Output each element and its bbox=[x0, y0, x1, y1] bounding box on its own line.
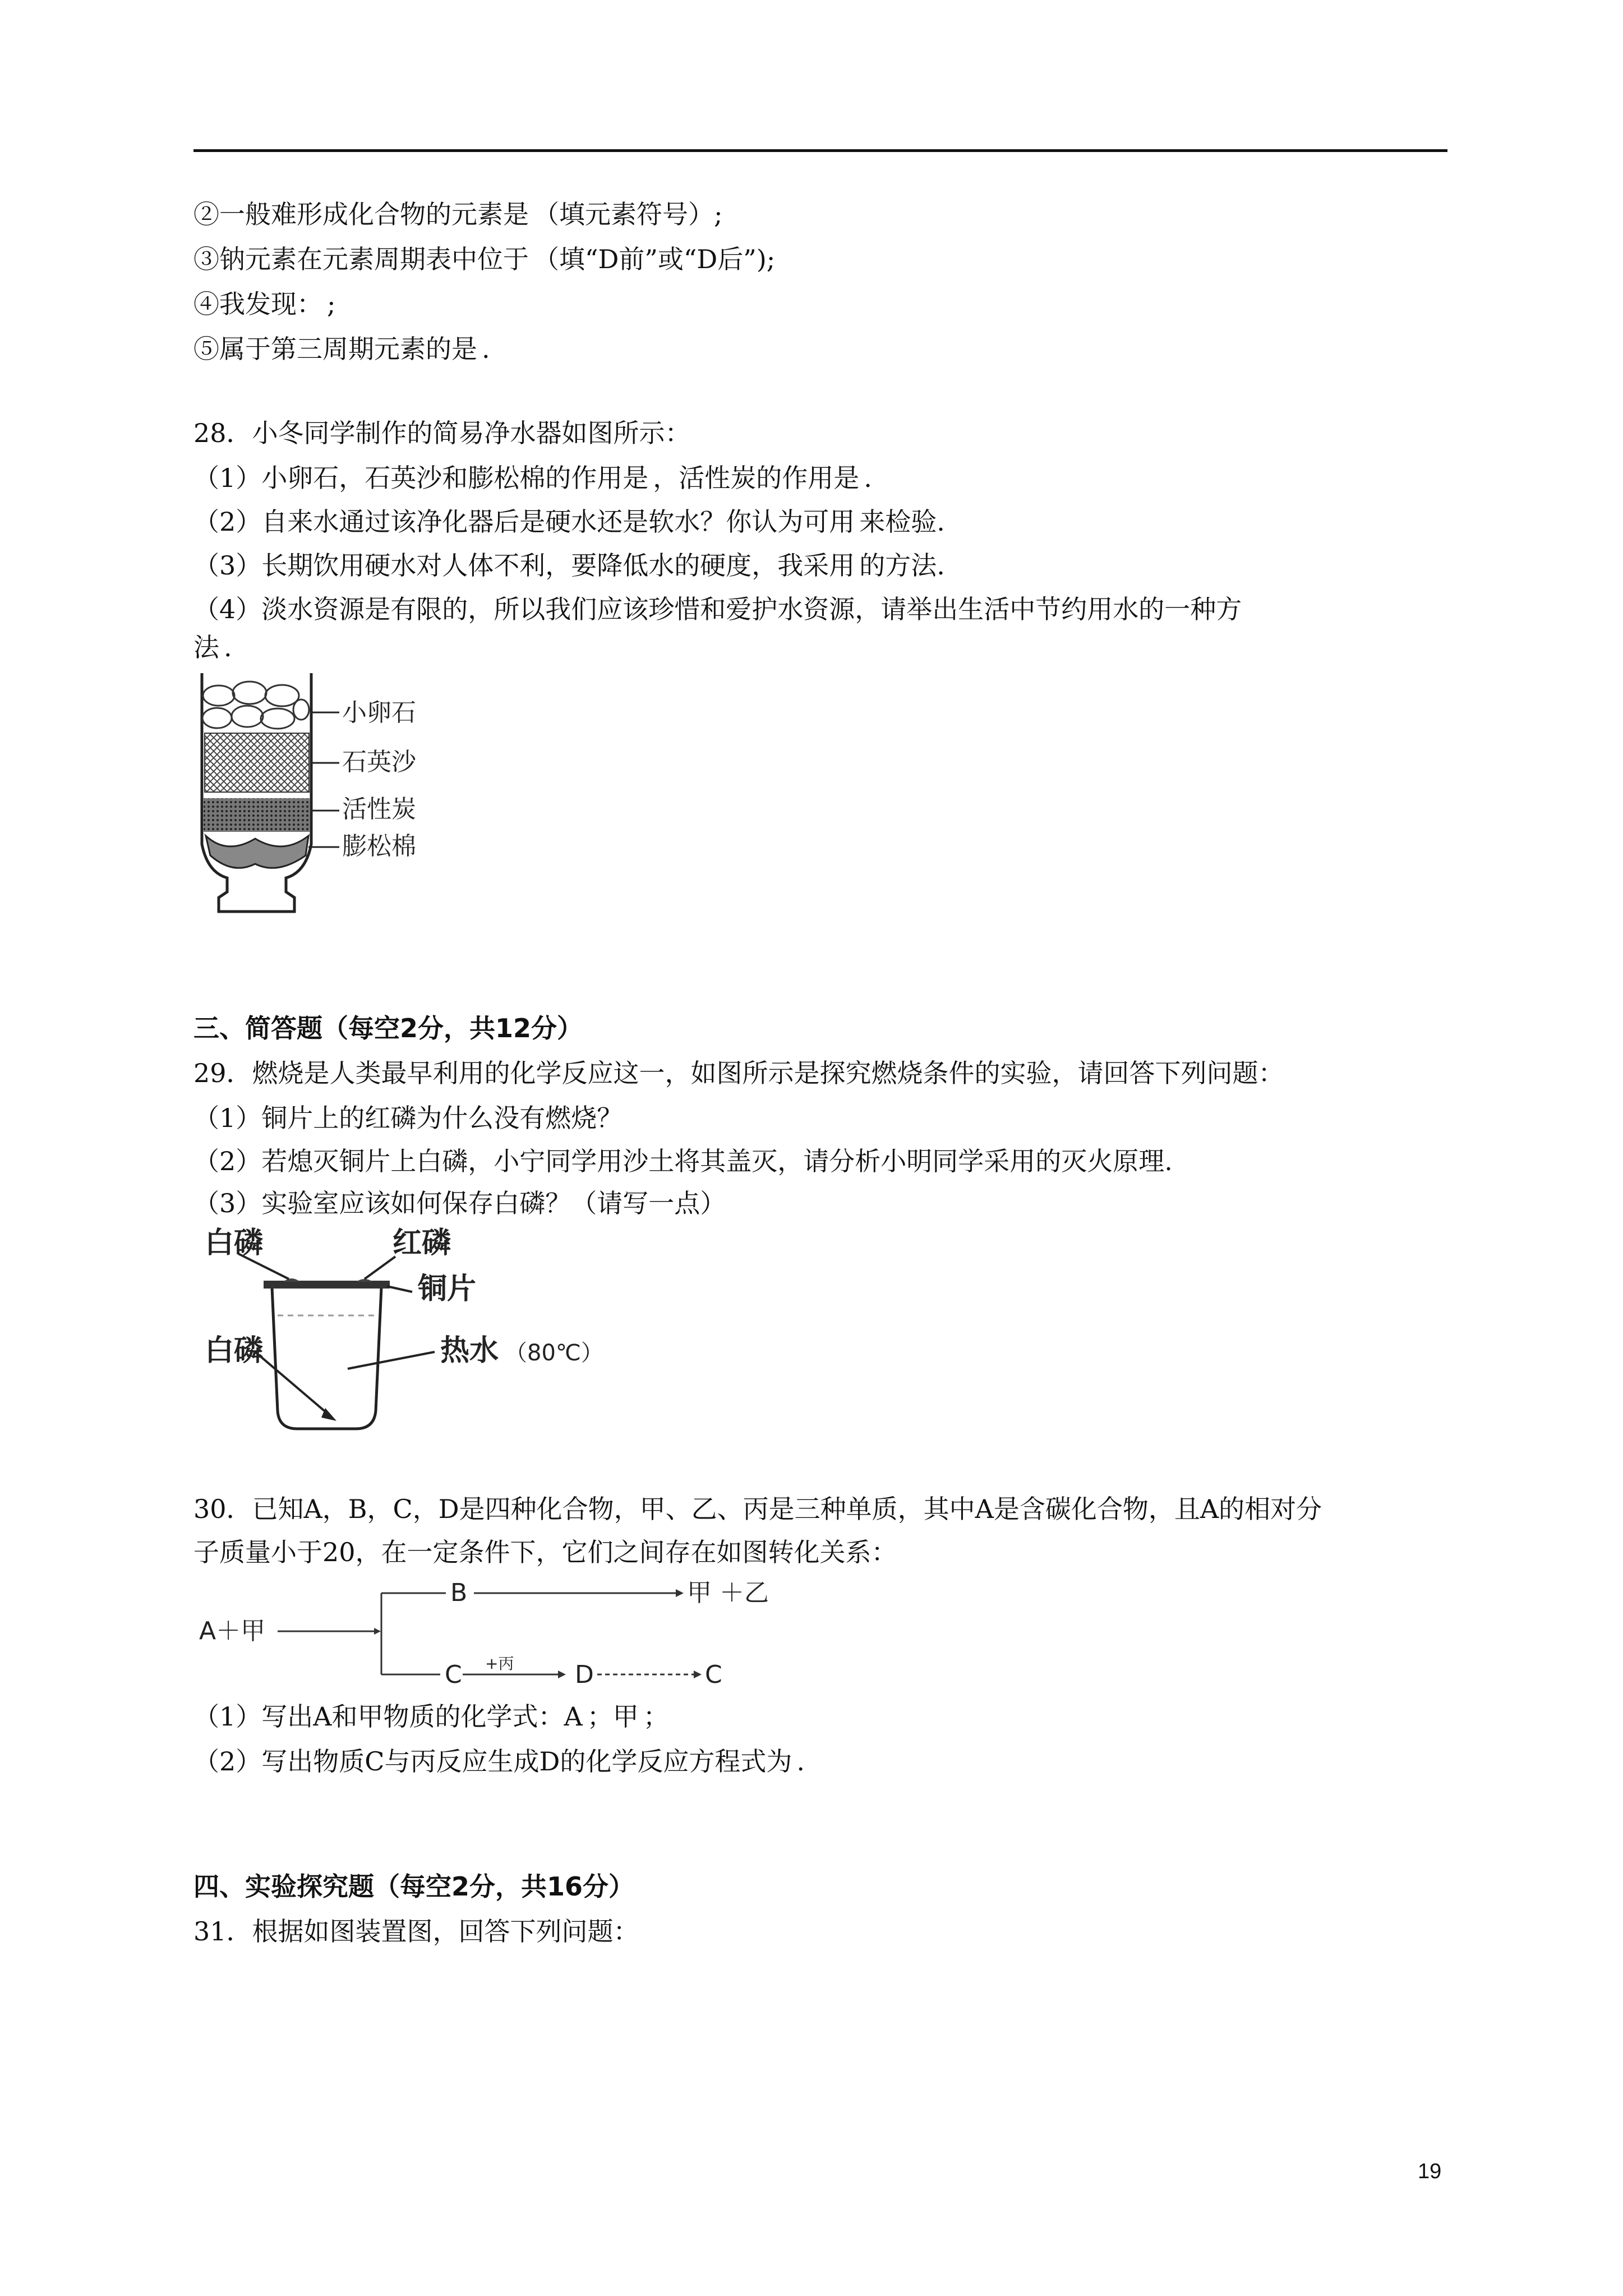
label-cotton: 膨松棉 bbox=[342, 832, 416, 861]
label-plus-bing: +丙 bbox=[485, 1654, 514, 1673]
q27-line-4: ④我发现： ; bbox=[193, 289, 336, 319]
label-c-end: C bbox=[705, 1660, 722, 1689]
q31-stem: 31．根据如图装置图，回答下列问题： bbox=[193, 1916, 639, 1947]
label-a-plus-jia: A＋甲 bbox=[199, 1617, 266, 1645]
q30-stem-line-1: 30．已知A，B，C，D是四种化合物，甲、乙、丙是三种单质，其中A是含碳化合物，且A的相对分 bbox=[193, 1494, 1322, 1524]
transformation-diagram bbox=[193, 1576, 769, 1689]
q29-part-3: （3）实验室应该如何保存白磷？（请写一点） bbox=[193, 1188, 726, 1218]
q28-stem: 28．小冬同学制作的简易净水器如图所示： bbox=[193, 418, 691, 448]
combustion-experiment-figure bbox=[193, 1226, 608, 1439]
water-filter-figure bbox=[193, 670, 463, 928]
label-temperature: （80℃） bbox=[505, 1340, 603, 1366]
q29-part-1: （1）铜片上的红磷为什么没有燃烧？ bbox=[193, 1103, 623, 1133]
q29-part-2: （2）若熄灭铜片上白磷，小宁同学用沙土将其盖灭，请分析小明同学采用的灭火原理. bbox=[193, 1146, 1173, 1176]
label-pebbles: 小卵石 bbox=[342, 698, 416, 727]
q28-part-4-line-2: 法 . bbox=[193, 632, 232, 662]
q28-part-4-line-1: （4）淡水资源是有限的，所以我们应该珍惜和爱护水资源，请举出生活中节约用水的一种方 bbox=[193, 594, 1242, 624]
q27-line-2: ②一般难形成化合物的元素是 （填元素符号）; bbox=[193, 199, 723, 229]
label-white-phosphorus-top: 白磷 bbox=[205, 1226, 264, 1260]
q30-part-1: （1）写出A和甲物质的化学式：A ；甲 ； bbox=[193, 1701, 669, 1732]
label-d: D bbox=[575, 1660, 594, 1689]
section-3-heading: 三、简答题（每空2分，共12分） bbox=[193, 1013, 583, 1043]
q30-part-2: （2）写出物质C与丙反应生成D的化学反应方程式为 . bbox=[193, 1746, 805, 1777]
q28-part-1: （1）小卵石，石英沙和膨松棉的作用是 ，活性炭的作用是 . bbox=[193, 463, 872, 493]
page-number: 19 bbox=[1418, 2160, 1442, 2183]
label-activated-carbon: 活性炭 bbox=[342, 795, 416, 823]
label-quartz-sand: 石英沙 bbox=[342, 748, 416, 776]
label-copper-plate: 铜片 bbox=[418, 1272, 477, 1306]
label-c: C bbox=[445, 1660, 462, 1689]
q28-part-3: （3）长期饮用硬水对人体不利，要降低水的硬度，我采用 的方法. bbox=[193, 550, 945, 581]
q27-line-5: ⑤属于第三周期元素的是 . bbox=[193, 334, 490, 364]
q27-line-3: ③钠元素在元素周期表中位于 （填“D前”或“D后”); bbox=[193, 244, 776, 274]
label-white-phosphorus-bottom: 白磷 bbox=[205, 1334, 264, 1368]
label-red-phosphorus: 红磷 bbox=[393, 1226, 451, 1260]
label-jia-plus-yi: 甲 ＋乙 bbox=[687, 1579, 769, 1607]
q29-stem: 29．燃烧是人类最早利用的化学反应这一，如图所示是探究燃烧条件的实验，请回答下列问题： bbox=[193, 1058, 1284, 1088]
q28-part-2: （2）自来水通过该净化器后是硬水还是软水？你认为可用 来检验. bbox=[193, 507, 945, 537]
q30-stem-line-2: 子质量小于20，在一定条件下，它们之间存在如图转化关系： bbox=[193, 1537, 897, 1567]
label-b: B bbox=[450, 1579, 468, 1607]
header-rule bbox=[193, 149, 1447, 152]
label-hot-water: 热水 bbox=[440, 1334, 499, 1368]
section-4-heading: 四、实验探究题（每空2分，共16分） bbox=[193, 1871, 635, 1902]
